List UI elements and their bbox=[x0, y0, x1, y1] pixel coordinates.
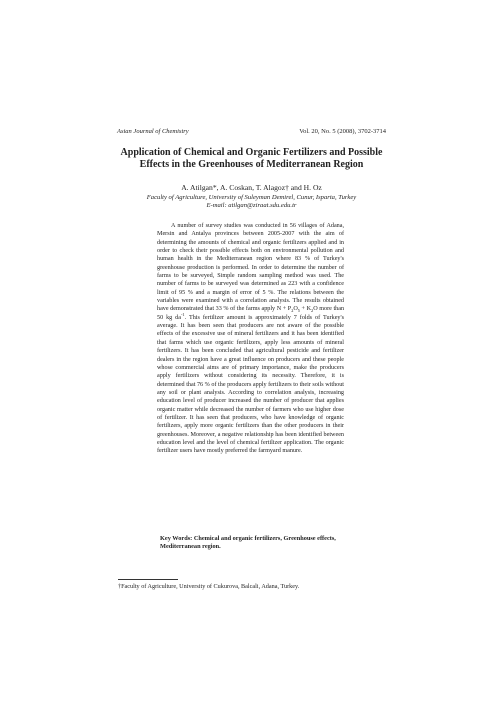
title-line-1: Application of Chemical and Organic Fertilizers and Possible bbox=[120, 147, 383, 158]
abstract-part-5: . This fertilizer amount is approximately 7 folds of Turkey's average. It has been seen that producers are not aware of the possible effects of the excessive use of mineral fertilizers and it has been identified that farms which use organic fertilizers, apply less amounts of mineral fertilizers. It has been concluded that agricultural pesticide and fertilizer dealers in the region have a great influence on producers and these people whose commercial aims are of primary importance, make the producers apply fertilizers without considering its necessity. Therefore, it is determined that 76 % of the producers apply fertilizers to their soils without any soil or plant analysis. According to correlation analysis, increasing education level of producer increased the number of producer that applies organic matter while decreased the number of farmers who use higher dose of fertilizer. It has seen that producers, who have knowledge of organic fertilizers, apply more organic fertilizers than the other producers in their greenhouses. Moreover, a negative relationship has been identified between education level and the level of chemical fertilizer application. The organic fertilizer users have mostly preferred the farmyard manure. bbox=[157, 314, 344, 455]
journal-name: Asian Journal of Chemistry bbox=[117, 128, 189, 135]
running-header bbox=[117, 128, 386, 135]
affiliation-line: Faculty of Agriculture, University of Suleyman Demirel, Cunur, Isparta, Turkey bbox=[146, 194, 357, 201]
footnote: †Faculty of Agriculture, University of Cukurova, Balcali, Adana, Turkey. bbox=[118, 583, 300, 590]
abstract-part-4: O more than 50 kg da bbox=[157, 306, 345, 321]
abstract-part-1: A number of survey studies was conducted in 56 villages of Adana, Mersin and Antalya provinces between 2005-2007 with the aim of determining the amounts of chemical and organic fertilizers applied and in order to check their possible effects both on environmental pollution and human health in the Mediterranean region where 83 % of Turkey's greenhouse production is performed. In order to determine the number of farms to be surveyed, Simple random sampling method was used. The number of farms to be surveyed was determined as 223 with a confidence limit of 95 % and a margin of error of 5 %. The relations between the variables were examined with a correlation analysis. The results obtained have demonstrated that 33 % of the farms apply N + P bbox=[157, 223, 344, 313]
footnote-rule bbox=[118, 579, 178, 580]
email: E-mail: atilgan@ziraat.sdu.edu.tr bbox=[206, 202, 297, 210]
authors: A. Atilgan*, A. Coskan, T. Alagoz† and H. Oz bbox=[181, 183, 322, 192]
keywords: Key Words: Chemical and organic fertilizers, Greenhouse effects, Mediterranean region. bbox=[160, 535, 336, 551]
abstract-sub-3: 2 bbox=[311, 308, 314, 314]
abstract-sub-1: 2 bbox=[291, 308, 294, 314]
abstract-part-2: O bbox=[293, 306, 298, 313]
affiliation bbox=[100, 194, 403, 210]
abstract bbox=[157, 222, 344, 456]
abstract-sup-1: -1 bbox=[180, 311, 185, 317]
abstract-part-3: + K bbox=[299, 306, 312, 313]
citation: Vol. 20, No. 5 (2008), 3702-3714 bbox=[299, 128, 386, 135]
abstract-sub-2: 5 bbox=[297, 308, 300, 314]
title-line-2: Effects in the Greenhouses of Mediterranean Region bbox=[139, 158, 364, 170]
paper-title bbox=[100, 147, 403, 170]
